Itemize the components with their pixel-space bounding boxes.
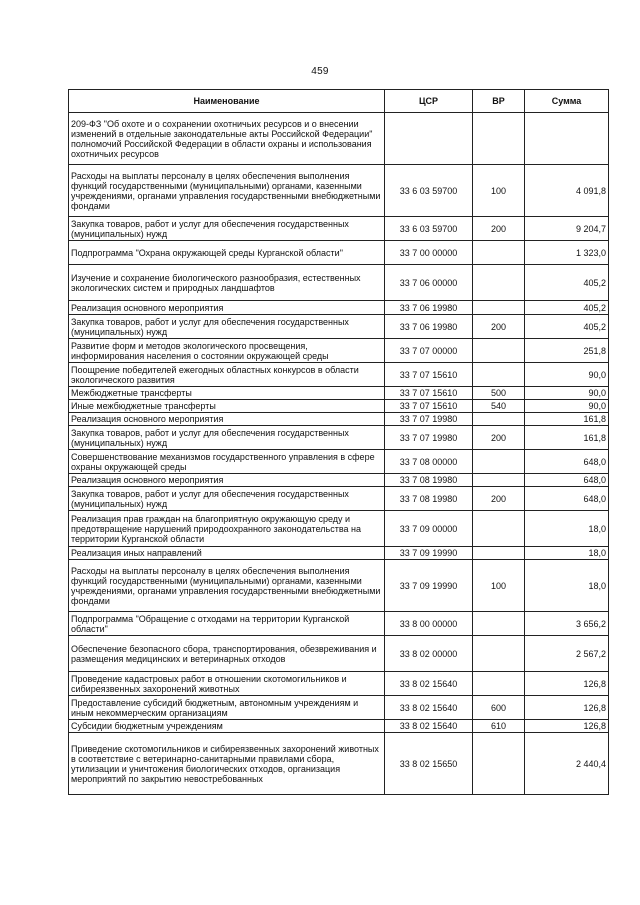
- table-row: [69, 217, 609, 241]
- table-row: [69, 474, 609, 487]
- row-sum: 405,2: [525, 301, 609, 315]
- row-sum: 4 091,8: [525, 165, 609, 217]
- row-name: Реализация прав граждан на благоприятную окружающую среду и предотвращение нарушений природоохранного законодательства на территории Курганской области: [69, 511, 385, 547]
- row-csr: 33 6 03 59700: [385, 217, 473, 241]
- row-csr: 33 7 09 19990: [385, 560, 473, 612]
- row-sum: 90,0: [525, 387, 609, 400]
- row-sum: 3 656,2: [525, 612, 609, 636]
- row-sum: 18,0: [525, 547, 609, 560]
- row-name: Проведение кадастровых работ в отношении скотомогильников и сибиреязвенных захоронений животных: [69, 672, 385, 696]
- row-name: Субсидии бюджетным учреждениям: [69, 720, 385, 733]
- row-name: Развитие форм и методов экологического просвещения, информирования населения о состоянии окружающей среды: [69, 339, 385, 363]
- row-name: Реализация основного мероприятия: [69, 413, 385, 426]
- row-sum: 648,0: [525, 474, 609, 487]
- row-vr: 100: [473, 165, 525, 217]
- row-vr: [473, 547, 525, 560]
- row-vr: 200: [473, 217, 525, 241]
- row-sum: 161,8: [525, 426, 609, 450]
- table-row: [69, 511, 609, 547]
- row-name: Приведение скотомогильников и сибиреязвенных захоронений животных в соответствие с ветеринарно-санитарными правилами сбора, утилизации и уничтожения биологических отходов, организация мероприятий по закрытию невостребованных: [69, 733, 385, 795]
- row-name: Предоставление субсидий бюджетным, автономным учреждениям и иным некоммерческим организациям: [69, 696, 385, 720]
- row-csr: 33 7 08 19980: [385, 474, 473, 487]
- row-vr: 100: [473, 560, 525, 612]
- row-csr: 33 7 09 00000: [385, 511, 473, 547]
- row-vr: 200: [473, 487, 525, 511]
- row-name: Расходы на выплаты персоналу в целях обеспечения выполнения функций государственными (муниципальными) органами, казенными учреждениями, органами управления государственными внебюджетными фондами: [69, 165, 385, 217]
- table-row: [69, 113, 609, 165]
- row-name: Закупка товаров, работ и услуг для обеспечения государственных (муниципальных) нужд: [69, 217, 385, 241]
- row-vr: [473, 265, 525, 301]
- row-csr: 33 8 02 15640: [385, 696, 473, 720]
- row-sum: [525, 113, 609, 165]
- row-sum: 126,8: [525, 720, 609, 733]
- row-name: Межбюджетные трансферты: [69, 387, 385, 400]
- table-row: [69, 560, 609, 612]
- table-row: [69, 696, 609, 720]
- header-name: Наименование: [69, 90, 385, 113]
- budget-table: [68, 89, 609, 795]
- row-name: Поощрение победителей ежегодных областных конкурсов в области экологического развития: [69, 363, 385, 387]
- table-row: [69, 612, 609, 636]
- row-csr: 33 7 09 19990: [385, 547, 473, 560]
- table-row: [69, 733, 609, 795]
- table-row: [69, 413, 609, 426]
- row-name: Закупка товаров, работ и услуг для обеспечения государственных (муниципальных) нужд: [69, 315, 385, 339]
- row-sum: 251,8: [525, 339, 609, 363]
- table-row: [69, 363, 609, 387]
- table-row: [69, 265, 609, 301]
- row-name: Закупка товаров, работ и услуг для обеспечения государственных (муниципальных) нужд: [69, 426, 385, 450]
- row-csr: [385, 113, 473, 165]
- row-vr: 610: [473, 720, 525, 733]
- row-csr: 33 7 08 00000: [385, 450, 473, 474]
- row-sum: 405,2: [525, 315, 609, 339]
- table-row: [69, 301, 609, 315]
- row-csr: 33 7 06 19980: [385, 301, 473, 315]
- row-csr: 33 7 07 15610: [385, 363, 473, 387]
- row-name: Обеспечение безопасного сбора, транспортирования, обезвреживания и размещения медицинских и ветеринарных отходов: [69, 636, 385, 672]
- row-csr: 33 7 07 19980: [385, 413, 473, 426]
- row-sum: 1 323,0: [525, 241, 609, 265]
- row-sum: 90,0: [525, 363, 609, 387]
- row-vr: [473, 636, 525, 672]
- row-csr: 33 8 02 00000: [385, 636, 473, 672]
- row-sum: 18,0: [525, 560, 609, 612]
- row-sum: 9 204,7: [525, 217, 609, 241]
- table-row: [69, 339, 609, 363]
- row-vr: [473, 672, 525, 696]
- row-vr: 600: [473, 696, 525, 720]
- row-csr: 33 7 06 00000: [385, 265, 473, 301]
- row-csr: 33 8 02 15640: [385, 720, 473, 733]
- table-row: [69, 387, 609, 400]
- header-vr: ВР: [473, 90, 525, 113]
- row-vr: 540: [473, 400, 525, 413]
- row-sum: 2 440,4: [525, 733, 609, 795]
- table-row: [69, 241, 609, 265]
- row-csr: 33 8 02 15640: [385, 672, 473, 696]
- table-row: [69, 165, 609, 217]
- row-name: Иные межбюджетные трансферты: [69, 400, 385, 413]
- row-vr: [473, 113, 525, 165]
- header-csr: ЦСР: [385, 90, 473, 113]
- table-row: [69, 426, 609, 450]
- table-row: [69, 487, 609, 511]
- table-row: [69, 315, 609, 339]
- table-row: [69, 450, 609, 474]
- row-csr: 33 8 00 00000: [385, 612, 473, 636]
- header-sum: Сумма: [525, 90, 609, 113]
- row-sum: 648,0: [525, 450, 609, 474]
- row-name: 209-ФЗ "Об охоте и о сохранении охотничьих ресурсов и о внесении изменений в отдельные законодательные акты Российской Федерации" полномочий Российской Федерации в области охраны и использования охотничьих ресурсов: [69, 113, 385, 165]
- row-vr: [473, 413, 525, 426]
- row-vr: [473, 363, 525, 387]
- row-vr: [473, 450, 525, 474]
- row-csr: 33 7 06 19980: [385, 315, 473, 339]
- row-name: Реализация основного мероприятия: [69, 301, 385, 315]
- row-csr: 33 7 07 15610: [385, 387, 473, 400]
- row-sum: 90,0: [525, 400, 609, 413]
- row-name: Изучение и сохранение биологического разнообразия, естественных экологических систем и природных ландшафтов: [69, 265, 385, 301]
- table-row: [69, 636, 609, 672]
- row-name: Расходы на выплаты персоналу в целях обеспечения выполнения функций государственными (муниципальными) органами, казенными учреждениями, органами управления государственными внебюджетными фондами: [69, 560, 385, 612]
- row-name: Реализация иных направлений: [69, 547, 385, 560]
- row-name: Подпрограмма "Обращение с отходами на территории Курганской области": [69, 612, 385, 636]
- row-vr: [473, 241, 525, 265]
- row-sum: 126,8: [525, 672, 609, 696]
- row-csr: 33 7 07 00000: [385, 339, 473, 363]
- row-sum: 648,0: [525, 487, 609, 511]
- row-sum: 18,0: [525, 511, 609, 547]
- row-vr: 200: [473, 315, 525, 339]
- row-vr: [473, 474, 525, 487]
- row-vr: [473, 733, 525, 795]
- row-sum: 2 567,2: [525, 636, 609, 672]
- row-vr: 200: [473, 426, 525, 450]
- row-vr: [473, 339, 525, 363]
- row-name: Реализация основного мероприятия: [69, 474, 385, 487]
- table-row: [69, 720, 609, 733]
- row-sum: 405,2: [525, 265, 609, 301]
- table-row: [69, 400, 609, 413]
- row-sum: 161,8: [525, 413, 609, 426]
- table-row: [69, 547, 609, 560]
- row-csr: 33 7 08 19980: [385, 487, 473, 511]
- row-vr: [473, 612, 525, 636]
- row-csr: 33 6 03 59700: [385, 165, 473, 217]
- table-header-row: [69, 90, 609, 113]
- row-vr: [473, 301, 525, 315]
- row-csr: 33 7 07 15610: [385, 400, 473, 413]
- page-number: 459: [311, 66, 329, 77]
- row-vr: 500: [473, 387, 525, 400]
- row-csr: 33 7 07 19980: [385, 426, 473, 450]
- table-row: [69, 672, 609, 696]
- row-name: Закупка товаров, работ и услуг для обеспечения государственных (муниципальных) нужд: [69, 487, 385, 511]
- row-name: Совершенствование механизмов государственного управления в сфере охраны окружающей среды: [69, 450, 385, 474]
- row-csr: 33 8 02 15650: [385, 733, 473, 795]
- row-name: Подпрограмма "Охрана окружающей среды Курганской области": [69, 241, 385, 265]
- row-sum: 126,8: [525, 696, 609, 720]
- row-vr: [473, 511, 525, 547]
- row-csr: 33 7 00 00000: [385, 241, 473, 265]
